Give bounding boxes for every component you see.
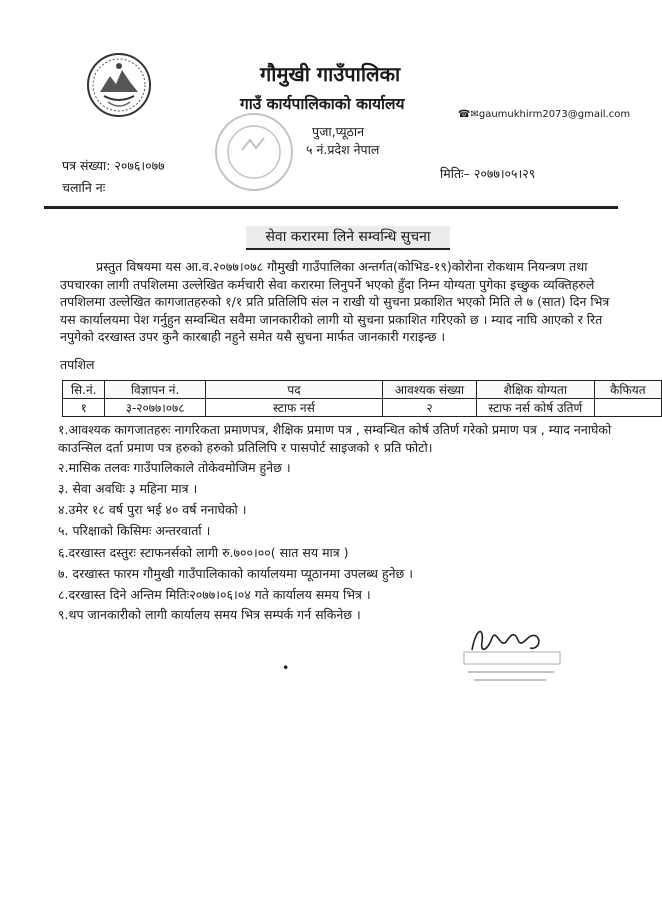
condition-item: ३. सेवा अवधिः ३ महिना मात्र ।	[58, 481, 198, 496]
col-remarks: कैफियत	[594, 381, 661, 399]
cell-qualification: स्टाफ नर्स कोर्ष उतिर्ण	[476, 399, 594, 417]
notice-body	[60, 258, 620, 346]
stray-mark: •	[282, 660, 290, 675]
condition-item: ८.दरखास्त दिने अन्तिम मितिः२०७७।०६।०४ गते कार्यालय समय भित्र ।	[58, 587, 371, 602]
signatory-stamp	[458, 642, 568, 688]
col-qualification: शैक्षिक योग्यता	[476, 381, 594, 399]
condition-item: काउन्सिल दर्ता प्रमाण पत्र हरुको हरुको प्रतिलिपि र पासपोर्ट साइजको १ प्रति फोटो।	[58, 440, 433, 455]
body-line: प्रस्तुत विषयमा यस आ.व.२०७७।०७८ गौमुखी गाउँपालिका अन्तर्गत(कोभिड-१९)कोरोना रोकथाम नियन्त्रण तथा	[96, 259, 588, 274]
vacancy-table	[62, 380, 662, 417]
email-text: gaumukhirm2073@gmail.com	[478, 109, 631, 120]
cell-required: २	[383, 399, 477, 417]
condition-item: ५. परिक्षाको किसिमः अन्तरवार्ता ।	[58, 523, 211, 538]
address-line-1: पुजा,प्यूठान	[312, 124, 365, 139]
contact-line	[458, 107, 630, 123]
col-sn: सि.नं.	[63, 381, 105, 399]
condition-item: १.आवश्यक कागजातहरुः नागरिकता प्रमाणपत्र, शैक्षिक प्रमाण पत्र , सम्वन्धित कोर्ष उतिर्ण गरेको प्रमाण पत्र , म्याद ननाघेको	[58, 422, 612, 437]
body-line: तपशिलमा उल्लेखित कागजातहरुको १/१ प्रति प्रतिलिपि संल न राखी यो सुचना प्रकाशित भएको मिति ले ७ (सात) दिन भित्र	[60, 294, 610, 309]
notice-title: सेवा करारमा लिने सम्वन्धि सुचना	[246, 226, 450, 250]
header-divider	[44, 206, 618, 209]
condition-item: ७. दरखास्त फारम गौमुखी गाउँपालिकाको कार्यालयमा प्यूठानमा उपलब्ध हुनेछ ।	[58, 566, 413, 581]
cell-ad-no: ३-२०७७।०७८	[105, 399, 205, 417]
col-required: आवश्यक संख्या	[383, 381, 477, 399]
condition-item: २.मासिक तलवः गाउँपालिकाले तोकेवमोजिम हुनेछ ।	[58, 460, 291, 475]
condition-item: ४.उमेर १८ वर्ष पुरा भई ४० वर्ष ननाघेको ।	[58, 502, 247, 517]
address-line-2: ५ नं.प्रदेश नेपाल	[306, 142, 380, 157]
body-line: यस कार्यालयमा पेश गर्नुहुन सम्वन्धित सवैमा जानकारीको लागी यो सुचना प्रकाशित गरिएको छ । म्याद नाघि आएको र रित	[60, 311, 603, 327]
office-stamp	[212, 110, 296, 194]
office-name: गाउँ कार्यपालिकाको कार्यालय	[240, 95, 405, 113]
body-line: उपचारका लागी तपशिलमा उल्लेखित कर्मचारी सेवा करारमा लिनुपर्ने भएको हुँदा निम्न योग्यता पुगेका इच्छुक व्यक्तिहरुले	[60, 276, 595, 292]
table-row	[63, 399, 662, 417]
letter-number: पत्र संख्या: २०७६।०७७	[62, 158, 165, 173]
mail-icon: ✉	[470, 109, 479, 120]
col-ad-no: विज्ञापन नं.	[105, 381, 205, 399]
table-header-row	[63, 381, 662, 399]
cell-sn: १	[63, 399, 105, 417]
phone-icon: ☎	[458, 109, 471, 120]
tapsil-label: तपशिल	[60, 357, 95, 372]
col-post: पद	[205, 381, 382, 399]
nepal-emblem-logo	[86, 52, 152, 118]
date: मितिः– २०७७।०५।२९	[440, 166, 536, 181]
cell-remarks	[594, 399, 661, 417]
body-line: नपुगेको दरखास्त उपर कुनै कारबाही नहुने समेत यसै सुचना मार्फत जानकारी गराइन्छ ।	[60, 329, 446, 344]
cell-post: स्टाफ नर्स	[205, 399, 382, 417]
dispatch-number: चलानि नः	[62, 180, 106, 195]
condition-item: ९.थप जानकारीको लागी कार्यालय समय भित्र सम्पर्क गर्न सकिनेछ ।	[58, 607, 361, 622]
condition-item: ६.दरखास्त दस्तुरः स्टाफनर्सको लागी रु.७००।००( सात सय मात्र )	[58, 545, 349, 560]
org-name: गौमुखी गाउँपालिका	[260, 62, 401, 86]
